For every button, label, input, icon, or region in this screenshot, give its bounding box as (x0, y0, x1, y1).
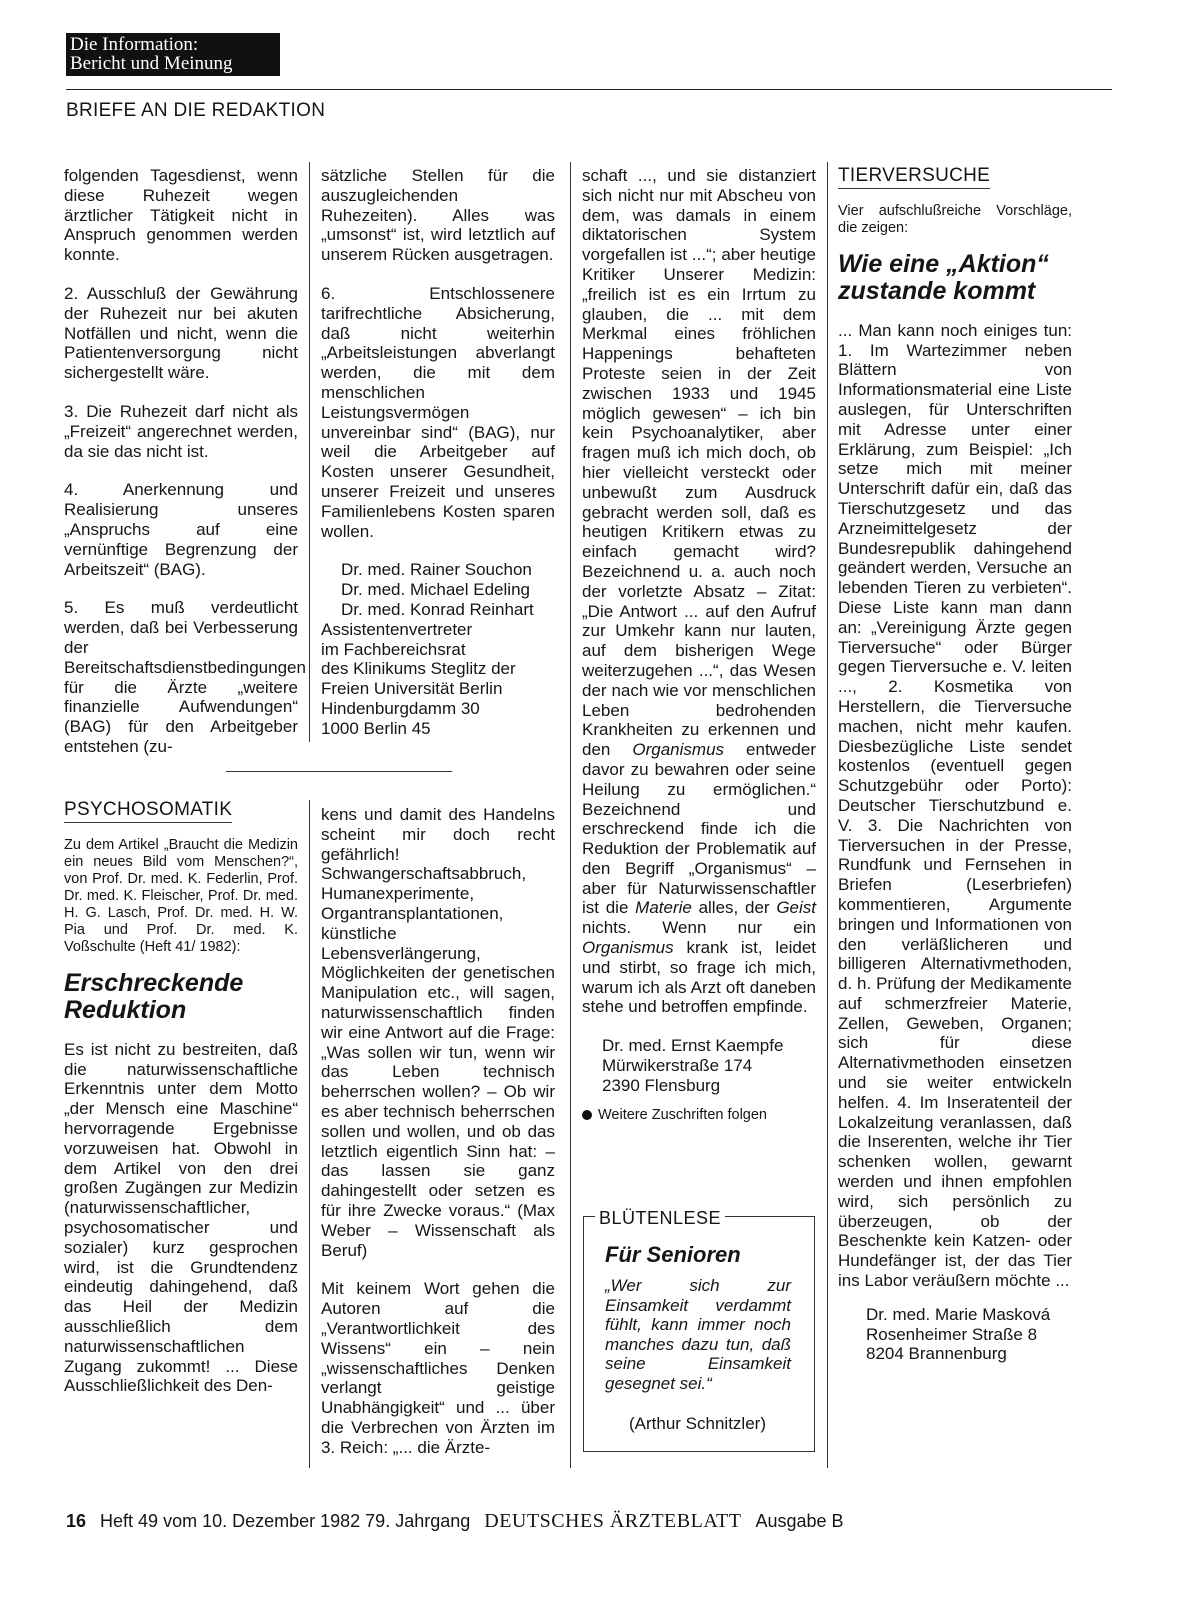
article-intro: Zu dem Artikel „Braucht die Medizin ein neues Bild vom Menschen?“, von Prof. Dr. med. K. Federlin, Prof. Dr. med. K. Fleischer, Prof. Dr. med. H. G. Lasch, Prof. Dr. med. H. W. Pia und Prof. Dr. med. K. Voßschulte (Heft 41/ 1982): (64, 836, 298, 955)
bullet-icon (582, 1110, 592, 1120)
paragraph: 4. Anerkennung und Realisierung unseres „Anspruchs auf eine vernünftige Begrenzung der Arbeitszeit“ (BAG). (64, 480, 298, 579)
signature-line: im Fachbereichsrat (321, 639, 466, 659)
column-divider (309, 800, 310, 1468)
article-intro: Vier aufschlußreiche Vorschläge, die zeigen: (838, 202, 1072, 236)
signature-line: des Klinikums Steglitz der (321, 659, 516, 679)
signature-line: Assistentenvertreter (321, 619, 473, 639)
paragraph: 3. Die Ruhezeit darf nicht als „Freizeit“ angerechnet werden, da sie das nicht ist. (64, 401, 298, 461)
paragraph: Mit keinem Wort gehen die Autoren auf die „Verantwortlichkeit des Wissens“ ein – nein „wissenschaftliches Denken verlangt geistige Unabhängigkeit“ und ... über die Verbrechen von Ärzten im 3. Reich: „... die Ärzte- (321, 1279, 555, 1457)
page-number: 16 (66, 1511, 87, 1531)
paragraph: 6. Entschlossenere tarifrechtliche Absicherung, daß nicht weiterhin „Arbeitsleistungen abverlangt werden, die mit dem menschlichen Leistungsvermögen unvereinbar sind“ (BAG), nur weil die Arbeitgeber auf Kosten unserer Gesundheit, unserer Freizeit und unseres Familienlebens Kosten sparen wollen. (321, 283, 555, 541)
box-label: BLÜTENLESE (595, 1208, 725, 1229)
paragraph: 5. Es muß verdeutlicht werden, daß bei Verbesserung der Bereitschaftsdienstbedingungen für die Ärzte „weitere finanzielle Aufwendungen“ (BAG) für den Arbeitgeber entstehen (zu- (64, 598, 306, 756)
column-3 (582, 166, 816, 1125)
journal-name: DEUTSCHES ÄRZTEBLATT (484, 1510, 742, 1532)
column-divider (827, 162, 828, 1468)
signature-line: 1000 Berlin 45 (321, 718, 431, 738)
column-divider (309, 162, 310, 742)
column-2-top (321, 166, 555, 739)
issue-info: Heft 49 vom 10. Dezember 1982 79. Jahrgang (100, 1511, 471, 1531)
header-rule (66, 89, 1112, 90)
article-headline: Erschreckende Reduktion (64, 968, 244, 1024)
page-footer (66, 1510, 844, 1533)
paragraph: kens und damit des Handelns scheint mir doch recht gefährlich! Schwangerschaftsabbruch, Humanexperimente, Organtransplantationen, künstliche Lebensverlängerung, Möglichkeiten der genetischen Manipulation etc., will sagen, naturwissenschaftlich finden wir eine Antwort auf die Frage: „Was sollen wir tun, wenn wir das Leben technisch beherrschen wollen? – Ob wir es aber technisch beherrschen sollen und wollen, und ob das letztlich eigentlich Sinn hat: – das lassen sie ganz dahingestellt oder setzen es für ihre Zwecke voraus.“ (Max Weber – Wissenschaft als Beruf) (321, 805, 555, 1260)
paragraph: 2. Ausschluß der Gewährung der Ruhezeit nur bei akuten Notfällen und nicht, wenn die Patientenversorgung nicht sichergestellt wäre. (64, 283, 298, 383)
signature-line: Dr. med. Ernst Kaempfe (602, 1036, 784, 1056)
signature-line: Dr. med. Marie Masková (866, 1304, 1051, 1324)
edition: Ausgabe B (755, 1511, 844, 1531)
paragraph: schaft ..., und sie distanziert sich nicht nur mit Abscheu von dem, was damals in einem diktatorischen System vorgefallen ist ...“; aber heutige Kritiker Unserer Medizin: „freilich ist es ein Irrtum zu glauben, die ... mit dem Merkmal eines fröhlichen Happenings behafteten Proteste seien in der Zeit zwischen 1933 und 1945 möglich gewesen“ – ich bin kein Psychoanalytiker, aber fragen muß ich mich doch, ob hier vielleicht versteckt oder unbewußt zum Ausdruck gebracht werden soll, daß es heutigen Kritikern etwas zu einfach gemacht wird? Bezeichnend u. a. auch noch der vorletzte Absatz – Zitat: „Die Antwort ... auf den Aufruf zur Umkehr kann nur lauten, auf dem bisherigen Wege weiterzugehen ...“, das Wesen der nach wie vor menschlichen Leben bedrohenden Krankheiten zu erkennen und den Organismus entweder davor zu bewahren oder seine Heilung zu ermöglichen.“ Bezeichnend und erschreckend finde ich die Reduktion der Problematik auf den Begriff „Organismus“ – aber für Naturwissenschaftler ist die Materie alles, der Geist nichts. Wenn nur ein Organismus krank ist, leidet und stirbt, so frage ich mich, warum ich als Arzt oft daneben stehe und betroffen empfinde. (582, 166, 816, 1017)
bluetenlese-box (583, 1208, 815, 1452)
signature-line: Hindenburgdamm 30 (321, 698, 480, 718)
topic-label: PSYCHOSOMATIK (64, 800, 232, 823)
column-4 (838, 166, 1072, 1364)
section-label-line2: Bericht und Meinung (70, 53, 233, 74)
section-label-box (66, 33, 280, 76)
article-headline: Wie eine „Aktion“ zustande kommt (838, 249, 1049, 305)
section-label-line1: Die Information: (70, 34, 199, 55)
paragraph: folgenden Tagesdienst, wenn diese Ruhezeit wegen ärztlicher Tätigkeit nicht in Anspruch genommen werden konnte. (64, 166, 298, 265)
box-title: Für Senioren (605, 1242, 741, 1267)
more-letters-note: Weitere Zuschriften folgen (582, 1106, 816, 1126)
psychosomatik-column-2 (321, 805, 555, 1458)
signature-line: Freien Universität Berlin (321, 679, 503, 699)
signature-line: Dr. med. Michael Edeling (341, 580, 530, 600)
paragraph: sätzliche Stellen für die auszugleichenden Ruhezeiten). Alles was „umsonst“ ist, wird letztlich auf unserem Rücken ausgetragen. (321, 166, 555, 265)
box-author: (Arthur Schnitzler) (629, 1414, 766, 1433)
column-divider (570, 162, 571, 1468)
signature-block (582, 1036, 816, 1095)
signature-line: Dr. med. Konrad Reinhart (341, 599, 534, 619)
signature-line: Mürwikerstraße 174 (602, 1056, 753, 1076)
signature-line: 8204 Brannenburg (866, 1344, 1007, 1364)
paragraph: Es ist nicht zu bestreiten, daß die naturwissenschaftliche Erkenntnis unter dem Motto „der Mensch eine Maschine“ hervorragende Ergebnisse vorzuweisen hat. Obwohl in dem Artikel von den drei großen Zugängen zur Medizin (naturwissenschaftlicher, psychosomatischer und sozialer) kurz gesprochen wird, ist die Grundtendenz eindeutig dahingehend, daß das Heil der Medizin ausschließlich dem naturwissenschaftlichen Zugang zukommt! ... Diese Ausschließlichkeit des Den- (64, 1039, 298, 1396)
signature-block (838, 1305, 1072, 1364)
psychosomatik-column-1 (64, 800, 298, 1396)
signature-line: Dr. med. Rainer Souchon (341, 560, 532, 580)
article-separator (226, 771, 452, 772)
signature-block (321, 560, 555, 738)
section-title: BRIEFE AN DIE REDAKTION (66, 100, 326, 121)
signature-line: 2390 Flensburg (602, 1075, 721, 1095)
signature-line: Rosenheimer Straße 8 (866, 1324, 1038, 1344)
box-quote: „Wer sich zur Einsamkeit verdammt fühlt, kann immer noch manches dazu tun, daß seine Einsamkeit gesegnet sei.“ (605, 1276, 791, 1393)
column-1-top (64, 166, 306, 757)
topic-label: TIERVERSUCHE (838, 166, 990, 189)
paragraph: ... Man kann noch einiges tun: 1. Im Wartezimmer neben Blättern von Informationsmaterial eine Liste auslegen, für Unterschriften mit Adresse unter einer Erklärung, zum Beispiel: „Ich setze mich mit meiner Unterschrift dafür ein, daß das Tierschutzgesetz und das Arzneimittelgesetz der Bundesrepublik dahingehend geändert werden, Versuche an lebenden Tieren zu verbieten“. Diese Liste kann man dann an: „Vereinigung Ärzte gegen Tierversuche“ oder Bürger gegen Tierversuche e. V. leiten ..., 2. Kosmetika von Herstellern, die Tierversuche machen, nicht mehr kaufen. Diesbezügliche Liste sendet kostenlos (eventuell gegen Schutzgebühr oder Porto): Deutscher Tierschutzbund e. V. 3. Die Nachrichten von Tierversuchen in der Presse, Rundfunk und Fernsehen in Briefen (Leserbriefen) kommentieren, Argumente bringen und Informationen von den verläßlicheren und billigeren Alternativmethoden, d. h. Prüfung der Medikamente auf schmerzfreier Materie, Zellen, Geweben, Organen; sich für diese Alternativmethoden einsetzen und sie weiter entwickeln helfen. 4. Im Inseratenteil der Lokalzeitung veranlassen, daß die Inserenten, welche ihr Tier schenken wollen, gewarnt werden und ihnen empfohlen wird, sich persönlich zu überzeugen, ob der Beschenkte kein Katzen- oder Hundefänger ist, der das Tier ins Labor veräußern möchte ... (838, 320, 1072, 1291)
